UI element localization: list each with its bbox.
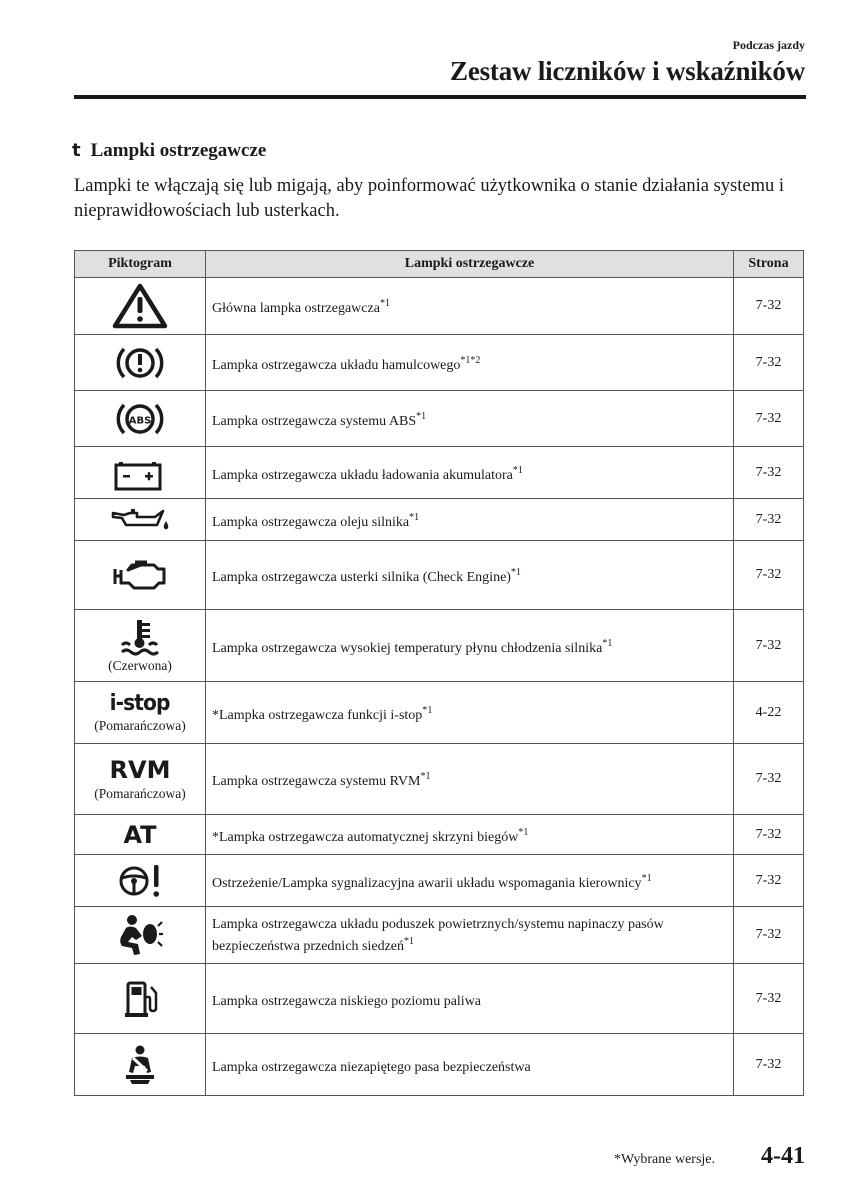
chapter-label: Podczas jazdy — [732, 38, 805, 52]
seat-belt-icon — [120, 1044, 160, 1086]
description-cell: Lampka ostrzegawcza systemu ABS$^{*1}$ — [206, 391, 734, 447]
page-cell: 7-32 — [734, 1034, 804, 1096]
icon-cell — [75, 447, 206, 499]
page-cell: 7-32 — [734, 815, 804, 855]
table-row — [75, 815, 804, 855]
page-cell: 7-32 — [734, 335, 804, 391]
icon-color-note: (Pomarańczowa) — [94, 718, 186, 733]
description-cell: *Lampka ostrzegawcza automatycznej skrzyni biegów$^{*1}$ — [206, 815, 734, 855]
page-cell: 7-32 — [734, 855, 804, 907]
page-cell: 7-32 — [734, 610, 804, 682]
table-row — [75, 1034, 804, 1096]
footnote: *Wybrane wersje. — [614, 1152, 716, 1167]
low-fuel-icon — [120, 979, 160, 1019]
master-warning-icon — [112, 283, 168, 329]
description-cell: *Lampka ostrzegawcza funkcji i-stop$^{*1}$ — [206, 682, 734, 744]
icon-cell — [75, 499, 206, 541]
page-cell: 7-32 — [734, 447, 804, 499]
description-cell: Lampka ostrzegawcza układu ładowania akumulatora$^{*1}$ — [206, 447, 734, 499]
icon-cell — [75, 907, 206, 964]
table-row — [75, 610, 804, 682]
check-engine-icon — [111, 556, 169, 594]
at-icon: AT — [123, 820, 157, 849]
brake-warning-icon — [114, 341, 166, 385]
icon-color-note: (Czerwona) — [108, 657, 172, 673]
icon-cell — [75, 541, 206, 610]
icon-cell — [75, 1034, 206, 1096]
page-cell: 7-32 — [734, 541, 804, 610]
table-row — [75, 541, 804, 610]
title-rule — [74, 95, 806, 99]
page-cell: 7-32 — [734, 499, 804, 541]
table-row — [75, 907, 804, 964]
table-row — [75, 744, 804, 815]
table-row — [75, 682, 804, 744]
page-cell: 7-32 — [734, 278, 804, 335]
warning-lights-table — [74, 250, 804, 1096]
page-cell: 7-32 — [734, 744, 804, 815]
icon-color-note: (Pomarańczowa) — [94, 786, 186, 801]
section-heading-text: Lampki ostrzegawcze — [90, 140, 267, 161]
page-cell: 4-22 — [734, 682, 804, 744]
section-intro: Lampki te włączają się lub migają, aby poinformować użytkownika o stanie działania systemu i nieprawidłowościach lub usterkach. — [74, 176, 784, 221]
icon-cell — [75, 744, 206, 815]
table-row — [75, 391, 804, 447]
i-stop-icon: i-stop — [110, 691, 170, 716]
page-cell: 7-32 — [734, 964, 804, 1034]
description-cell: Lampka ostrzegawcza oleju silnika$^{*1}$ — [206, 499, 734, 541]
icon-cell — [75, 391, 206, 447]
description-cell: Lampka ostrzegawcza wysokiej temperatury płynu chłodzenia silnika$^{*1}$ — [206, 610, 734, 682]
table-row — [75, 278, 804, 335]
page-title: Zestaw liczników i wskaźników — [450, 56, 805, 86]
description-cell: Ostrzeżenie/Lampka sygnalizacyjna awarii układu wspomagania kierownicy$^{*1}$ — [206, 855, 734, 907]
icon-cell — [75, 855, 206, 907]
description-cell: Lampka ostrzegawcza układu poduszek powietrznych/systemu napinaczy pasów bezpieczeństwa przednich siedzeń$^{*1}$ — [206, 907, 734, 964]
icon-cell — [75, 815, 206, 855]
description-cell: Lampka ostrzegawcza niskiego poziomu paliwa — [206, 964, 734, 1034]
table-row — [75, 855, 804, 907]
column-header-page: Strona — [734, 251, 804, 278]
description-cell: Lampka ostrzegawcza układu hamulcowego$^{*1*2}$ — [206, 335, 734, 391]
svg-text:ABS: ABS — [128, 415, 152, 426]
icon-cell — [75, 278, 206, 335]
battery-charging-icon — [112, 454, 168, 492]
abs-warning-icon — [114, 397, 166, 441]
coolant-temperature-icon — [118, 618, 162, 656]
table-row — [75, 335, 804, 391]
power-steering-icon — [114, 861, 166, 901]
section-bullet: t — [72, 140, 81, 161]
icon-cell — [75, 335, 206, 391]
column-header-icon: Piktogram — [75, 251, 206, 278]
airbag-icon — [116, 912, 164, 958]
table-row — [75, 964, 804, 1034]
table-header-row — [75, 251, 804, 278]
description-cell: Lampka ostrzegawcza usterki silnika (Check Engine)$^{*1}$ — [206, 541, 734, 610]
column-header-description: Lampki ostrzegawcze — [206, 251, 734, 278]
description-cell: Lampka ostrzegawcza niezapiętego pasa bezpieczeństwa — [206, 1034, 734, 1096]
section-heading — [72, 140, 266, 162]
icon-cell — [75, 964, 206, 1034]
table-row — [75, 499, 804, 541]
icon-cell — [75, 610, 206, 682]
rvm-icon: RVM — [109, 756, 171, 784]
page-cell: 7-32 — [734, 907, 804, 964]
table-row — [75, 447, 804, 499]
page-number: 4-41 — [761, 1143, 805, 1169]
page-cell: 7-32 — [734, 391, 804, 447]
description-cell: Główna lampka ostrzegawcza$^{*1}$ — [206, 278, 734, 335]
description-cell: Lampka ostrzegawcza systemu RVM$^{*1}$ — [206, 744, 734, 815]
icon-cell — [75, 682, 206, 744]
oil-pressure-icon — [110, 505, 170, 535]
